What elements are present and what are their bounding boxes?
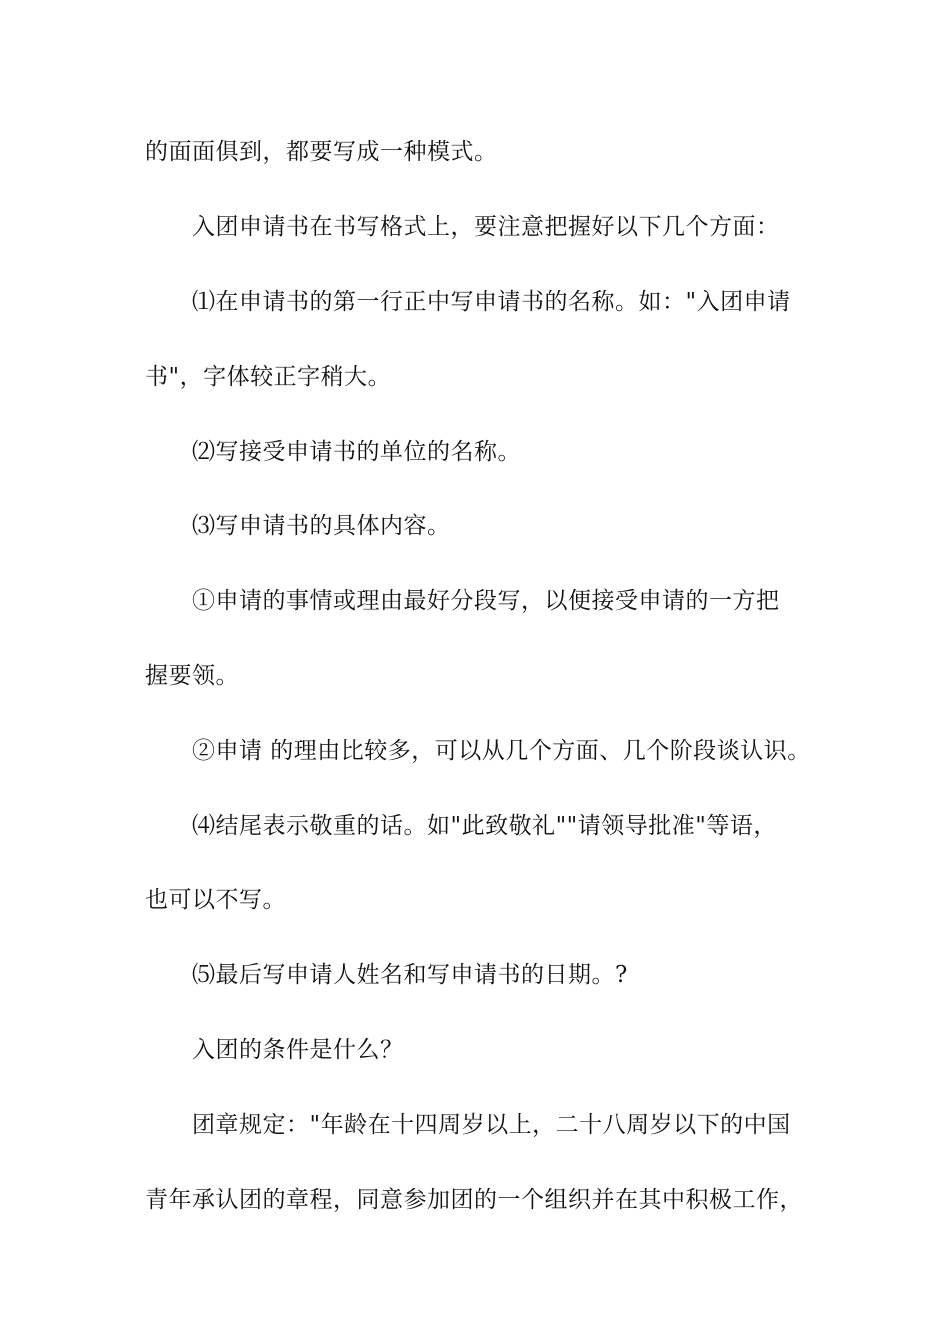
section-question: 入团的条件是什么？ [192, 1037, 404, 1063]
paragraph-line: 青年承认团的章程，同意参加团的一个组织并在其中积极工作， [145, 1187, 803, 1213]
list-item-1-line: ⑴在申请书的第一行正中写申请书的名称。如："入团申请 [192, 289, 791, 315]
paragraph-line: 入团申请书在书写格式上，要注意把握好以下几个方面： [192, 214, 780, 240]
sub-item-1-continuation: 握要领。 [145, 663, 239, 689]
list-item-3-line: ⑶写申请书的具体内容。 [192, 513, 451, 539]
list-item-1-continuation: 书"，字体较正字稍大。 [145, 364, 392, 390]
paragraph-line: 团章规定："年龄在十四周岁以上，二十八周岁以下的中国 [192, 1112, 791, 1138]
list-item-4-line: ⑷结尾表示敬重的话。如"此致敬礼""请领导批准"等语， [192, 813, 777, 839]
sub-item-2-line: ②申请 的理由比较多，可以从几个方面、几个阶段谈认识。 [192, 738, 811, 764]
list-item-2-line: ⑵写接受申请书的单位的名称。 [192, 439, 521, 465]
paragraph-line: 的面面俱到，都要写成一种模式。 [145, 139, 498, 165]
list-item-4-continuation: 也可以不写。 [145, 887, 286, 913]
list-item-5-line: ⑸最后写申请人姓名和写申请书的日期。? [192, 962, 628, 988]
sub-item-1-line: ①申请的事情或理由最好分段写，以便接受申请的一方把 [192, 588, 780, 614]
